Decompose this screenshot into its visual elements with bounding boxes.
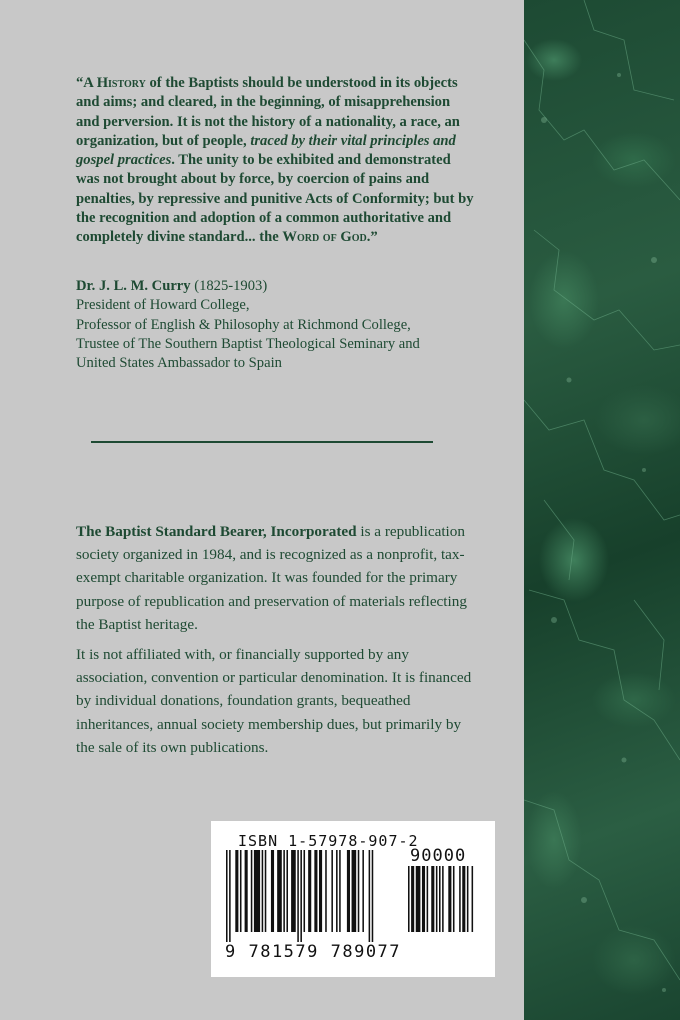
author-title-line: Professor of English & Philosophy at Richmond College, — [76, 316, 411, 333]
barcode-bar — [240, 850, 242, 932]
ean-barcode-bars — [224, 850, 404, 944]
barcode-bar — [339, 850, 341, 932]
barcode-bar — [265, 850, 267, 932]
barcode-bar — [427, 866, 429, 932]
barcode-bar — [297, 850, 299, 942]
barcode-bar — [448, 866, 451, 932]
author-years: (1825-1903) — [190, 278, 268, 294]
barcode-bar — [319, 850, 322, 932]
publisher-paragraph-1: The Baptist Standard Bearer, Incorporated is a republication society organized in 1984, and is recognized as a nonprofit, tax-exempt charitable organization. It was founded for the primary purpose of republication and preservation of materials reflecting the Baptist heritage. — [76, 523, 467, 633]
addon-barcode-bars — [406, 866, 476, 944]
barcode-bar — [304, 850, 306, 932]
barcode-bar — [300, 850, 302, 942]
barcode-bar — [226, 850, 228, 942]
barcode-bar — [358, 850, 360, 932]
barcode-bar — [254, 850, 260, 932]
divider-rule — [91, 441, 433, 443]
barcode-bar — [331, 850, 333, 932]
barcode-bar — [422, 866, 425, 932]
barcode-bar — [286, 850, 288, 932]
publisher-name: The Baptist Standard Bearer, Incorporated — [76, 523, 357, 540]
barcode-bar — [436, 866, 438, 932]
ean-digits: 9 781579 789077 — [225, 942, 402, 962]
barcode-bar — [283, 850, 285, 932]
barcode-bar — [408, 866, 410, 932]
barcode-bar — [467, 866, 469, 932]
barcode-bar — [308, 850, 311, 932]
barcode-bar — [416, 866, 421, 932]
barcode-bar — [262, 850, 264, 932]
publisher-paragraph-2: It is not affiliated with, or financially supported by any association, convention or particular denomination. It is financed by individual donations, foundation grants, bequeathed inheritances, annual society membership dues, but primarily by the sale of its own publications. — [76, 646, 472, 756]
barcode-bar — [291, 850, 296, 932]
author-title-line: President of Howard College, — [76, 297, 250, 314]
barcode-bar — [362, 850, 364, 932]
marble-veins — [524, 0, 680, 1020]
curry-quote: “A History of the Baptists should be understood in its objects and aims; and cleared, in the beginning, of misapprehension and perversion. It is not the history of a nationality, a race, an organization, but of people, traced by their vital principles and gospel practices. The unity to be exhibited and demonstrated was not brought about by force, by coercion of pains and penalties, by repressive and punitive Acts of Conformity; but by the recognition and adoption of a common authoritative and completely divine standard... the Word of God.” — [76, 75, 474, 246]
author-name: Dr. J. L. M. Curry — [76, 278, 191, 294]
barcode-bar — [325, 850, 327, 932]
barcode-bar — [442, 866, 444, 932]
barcode-bar — [459, 866, 461, 932]
barcode-bar — [277, 850, 282, 932]
author-title-line: United States Ambassador to Spain — [76, 355, 282, 372]
barcode-bar — [347, 850, 350, 932]
barcode-bar — [431, 866, 434, 932]
publisher-description — [76, 520, 476, 766]
barcode-bar — [314, 850, 317, 932]
barcode-bar — [411, 866, 414, 932]
green-marble-strip — [524, 0, 680, 1020]
barcode-bar — [245, 850, 248, 932]
barcode-bar — [251, 850, 253, 932]
price-code: 90000 — [410, 846, 467, 866]
quote-attribution — [76, 277, 496, 373]
barcode-bar — [369, 850, 371, 942]
barcode-bar — [462, 866, 465, 932]
barcode-bar — [472, 866, 474, 932]
barcode-bar — [439, 866, 441, 932]
barcode-bar — [271, 850, 274, 932]
isbn-label: ISBN 1-57978-907-2 — [238, 832, 419, 850]
barcode-bar — [336, 850, 338, 932]
barcode-bar — [453, 866, 455, 932]
barcode-bar — [229, 850, 231, 942]
barcode-bar — [352, 850, 357, 932]
author-title-line: Trustee of The Southern Baptist Theological Seminary and — [76, 335, 420, 352]
barcode-bar — [372, 850, 374, 942]
barcode-bar — [235, 850, 238, 932]
